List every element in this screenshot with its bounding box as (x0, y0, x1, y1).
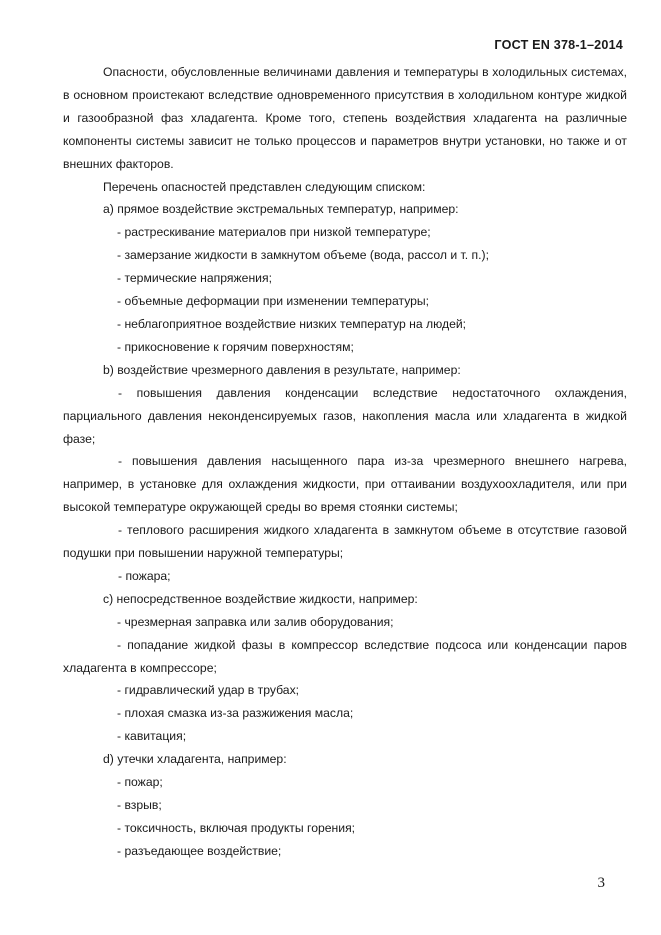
intro-paragraph: Опасности, обусловленные величинами давления и температуры в холодильных системах, в основном проистекают вследствие одновременного присутствия в холодильном контуре жидкой и газообразной фаз хладагента. Кроме того, степень воздействия хладагента на различные компоненты системы зависит не только процессов и параметров внутри установки, но также и от внешних факторов. (63, 65, 627, 171)
list-b-heading: b) воздействие чрезмерного давления в результате, например: (103, 362, 461, 377)
list-d-heading: d) утечки хладагента, например: (103, 752, 287, 767)
list-a-heading: a) прямое воздействие экстремальных температур, например: (103, 202, 459, 217)
document-code-header: ГОСТ EN 378-1–2014 (494, 38, 623, 52)
body-text (63, 61, 627, 863)
list-item: - повышения давления конденсации вследствие недостаточного охлаждения, парциального давления неконденсируемых газов, накопления масла или хладагента в жидкой фазе; (63, 385, 627, 446)
list-item: - повышения давления насыщенного пара из-за чрезмерного внешнего нагрева, например, в установке для охлаждения жидкости, при оттаивании воздухоохладителя, или при высокой температуре окружающей среды во время стоянки системы; (63, 454, 627, 515)
list-item: - термические напряжения; (117, 271, 272, 286)
list-item: - взрыв; (117, 798, 162, 812)
list-item: - растрескивание материалов при низкой температуре; (117, 225, 431, 240)
page-number: 3 (597, 875, 605, 891)
list-item: - объемные деформации при изменении температуры; (117, 294, 430, 309)
list-item: - неблагоприятное воздействие низких температур на людей; (117, 316, 467, 331)
list-item: - токсичность, включая продукты горения; (117, 820, 356, 835)
list-item: - гидравлический удар в трубах; (117, 683, 300, 698)
list-item: - кавитация; (117, 729, 187, 744)
list-item: - прикосновение к горячим поверхностям; (117, 339, 354, 354)
list-item: - пожар; (117, 775, 163, 790)
list-item: - чрезмерная заправка или залив оборудования; (117, 614, 394, 629)
list-item: - попадание жидкой фазы в компрессор вследствие подсоса или конденсации паров хладагента в компрессоре; (63, 637, 627, 675)
list-item: - теплового расширения жидкого хладагента в замкнутом объеме в отсутствие газовой подушки при повышении наружной температуры; (63, 523, 627, 561)
list-c-heading: c) непосредственное воздействие жидкости, например: (103, 591, 418, 606)
list-intro-paragraph: Перечень опасностей представлен следующим списком: (103, 179, 426, 194)
list-item: - разъедающее воздействие; (117, 843, 282, 858)
list-item: - плохая смазка из-за разжижения масла; (117, 706, 354, 721)
list-item: - замерзание жидкости в замкнутом объеме (вода, рассол и т. п.); (117, 248, 489, 263)
list-item: - пожара; (118, 568, 171, 583)
